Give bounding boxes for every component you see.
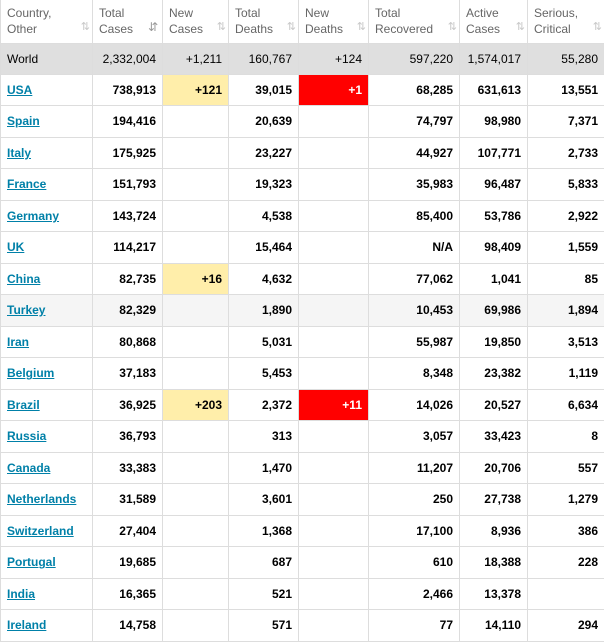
column-header-active-cases[interactable] — [460, 0, 528, 43]
total-recovered-cell: 10,453 — [369, 295, 460, 327]
serious-critical-cell: 8 — [528, 421, 604, 453]
header-line1: Total — [375, 6, 401, 21]
country-cell — [1, 452, 93, 484]
column-header-total-cases[interactable] — [93, 0, 163, 43]
table-row — [1, 421, 604, 453]
column-header-new-cases[interactable] — [163, 0, 229, 43]
table-row — [1, 578, 604, 610]
country-cell — [1, 200, 93, 232]
total-recovered-cell: 610 — [369, 547, 460, 579]
table-row — [1, 452, 604, 484]
new-cases-cell — [163, 484, 229, 516]
table-row — [1, 547, 604, 579]
active-cases-cell: 23,382 — [460, 358, 528, 390]
serious-critical-cell: 557 — [528, 452, 604, 484]
serious-critical-cell: 55,280 — [528, 43, 604, 74]
header-line2: Deaths — [235, 22, 274, 37]
total-deaths-cell: 4,538 — [229, 200, 299, 232]
column-header-serious-critical[interactable] — [528, 0, 604, 43]
active-cases-cell: 1,041 — [460, 263, 528, 295]
country-cell — [1, 74, 93, 106]
country-cell — [1, 515, 93, 547]
country-link[interactable]: Belgium — [7, 366, 55, 381]
total-cases-cell: 151,793 — [93, 169, 163, 201]
table-row — [1, 484, 604, 516]
country-link[interactable]: Germany — [7, 208, 60, 223]
new-cases-cell — [163, 578, 229, 610]
table-row — [1, 326, 604, 358]
serious-critical-cell: 6,634 — [528, 389, 604, 421]
total-cases-cell: 738,913 — [93, 74, 163, 106]
new-deaths-cell — [299, 263, 369, 295]
new-deaths-cell — [299, 232, 369, 264]
total-deaths-cell: 521 — [229, 578, 299, 610]
total-deaths-cell: 5,453 — [229, 358, 299, 390]
header-line1: Total — [99, 6, 125, 21]
total-cases-cell: 2,332,004 — [93, 43, 163, 74]
new-cases-cell: +121 — [163, 74, 229, 106]
new-cases-cell — [163, 515, 229, 547]
total-recovered-cell: 44,927 — [369, 137, 460, 169]
active-cases-cell: 20,527 — [460, 389, 528, 421]
table-row — [1, 515, 604, 547]
total-cases-cell: 114,217 — [93, 232, 163, 264]
table-row — [1, 137, 604, 169]
serious-critical-cell: 386 — [528, 515, 604, 547]
header-line1: New — [305, 6, 330, 21]
country-link[interactable]: Ireland — [7, 618, 47, 633]
total-deaths-cell: 39,015 — [229, 74, 299, 106]
new-cases-cell — [163, 106, 229, 138]
new-cases-cell — [163, 169, 229, 201]
total-deaths-cell: 1,470 — [229, 452, 299, 484]
new-cases-cell — [163, 610, 229, 642]
table-row — [1, 74, 604, 106]
header-row — [1, 0, 604, 43]
country-link[interactable]: UK — [7, 240, 25, 255]
country-link[interactable]: Spain — [7, 114, 40, 129]
table-row — [1, 389, 604, 421]
total-cases-cell: 82,735 — [93, 263, 163, 295]
total-cases-cell: 27,404 — [93, 515, 163, 547]
world-total-row — [1, 43, 604, 74]
active-cases-cell: 8,936 — [460, 515, 528, 547]
header-line2: Recovered — [375, 22, 434, 37]
total-cases-cell: 82,329 — [93, 295, 163, 327]
table-row — [1, 106, 604, 138]
table-row — [1, 358, 604, 390]
new-deaths-cell — [299, 295, 369, 327]
total-cases-cell: 16,365 — [93, 578, 163, 610]
country-cell — [1, 326, 93, 358]
serious-critical-cell: 294 — [528, 610, 604, 642]
total-deaths-cell: 1,368 — [229, 515, 299, 547]
table-row — [1, 610, 604, 642]
total-deaths-cell: 23,227 — [229, 137, 299, 169]
serious-critical-cell — [528, 578, 604, 610]
header-line2: Deaths — [305, 22, 344, 37]
total-recovered-cell: 77 — [369, 610, 460, 642]
total-deaths-cell: 2,372 — [229, 389, 299, 421]
total-recovered-cell: 597,220 — [369, 43, 460, 74]
country-cell — [1, 137, 93, 169]
total-deaths-cell: 687 — [229, 547, 299, 579]
country-link[interactable]: Brazil — [7, 397, 40, 412]
total-deaths-cell: 19,323 — [229, 169, 299, 201]
serious-critical-cell: 5,833 — [528, 169, 604, 201]
new-cases-cell: +16 — [163, 263, 229, 295]
header-line2: Cases — [99, 22, 134, 37]
total-deaths-cell: 571 — [229, 610, 299, 642]
active-cases-cell: 69,986 — [460, 295, 528, 327]
new-cases-cell — [163, 295, 229, 327]
total-recovered-cell: 8,348 — [369, 358, 460, 390]
serious-critical-cell: 228 — [528, 547, 604, 579]
new-deaths-cell — [299, 547, 369, 579]
new-deaths-cell — [299, 169, 369, 201]
total-cases-cell: 19,685 — [93, 547, 163, 579]
header-line1: New — [169, 6, 194, 21]
column-header-country[interactable] — [1, 0, 93, 43]
country-cell — [1, 578, 93, 610]
total-recovered-cell: 14,026 — [369, 389, 460, 421]
total-deaths-cell: 1,890 — [229, 295, 299, 327]
total-deaths-cell: 3,601 — [229, 484, 299, 516]
table-row — [1, 169, 604, 201]
new-cases-cell — [163, 200, 229, 232]
active-cases-cell: 33,423 — [460, 421, 528, 453]
country-link[interactable]: Italy — [7, 145, 32, 160]
sort-icon[interactable]: ⇅ — [80, 20, 88, 33]
new-cases-cell — [163, 232, 229, 264]
new-cases-cell — [163, 326, 229, 358]
total-recovered-cell: N/A — [369, 232, 460, 264]
active-cases-cell: 98,409 — [460, 232, 528, 264]
header-line2: Cases — [169, 22, 204, 37]
country-link[interactable]: Turkey — [7, 303, 46, 318]
serious-critical-cell: 7,371 — [528, 106, 604, 138]
new-cases-cell: +203 — [163, 389, 229, 421]
country-cell — [1, 232, 93, 264]
column-header-new-deaths[interactable] — [299, 0, 369, 43]
table-row — [1, 263, 604, 295]
country-cell — [1, 484, 93, 516]
new-cases-cell — [163, 358, 229, 390]
new-deaths-cell: +11 — [299, 389, 369, 421]
new-deaths-cell: +1 — [299, 74, 369, 106]
total-recovered-cell: 68,285 — [369, 74, 460, 106]
total-cases-cell: 194,416 — [93, 106, 163, 138]
country-link[interactable]: Iran — [7, 334, 30, 349]
new-deaths-cell — [299, 484, 369, 516]
country-cell — [1, 389, 93, 421]
total-cases-cell: 31,589 — [93, 484, 163, 516]
new-deaths-cell — [299, 578, 369, 610]
active-cases-cell: 27,738 — [460, 484, 528, 516]
country-link[interactable]: USA — [7, 82, 33, 97]
country-name: World — [1, 43, 93, 74]
serious-critical-cell: 3,513 — [528, 326, 604, 358]
country-cell — [1, 106, 93, 138]
total-deaths-cell: 4,632 — [229, 263, 299, 295]
total-deaths-cell: 15,464 — [229, 232, 299, 264]
total-cases-cell: 80,868 — [93, 326, 163, 358]
active-cases-cell: 14,110 — [460, 610, 528, 642]
new-deaths-cell — [299, 200, 369, 232]
new-deaths-cell — [299, 358, 369, 390]
total-recovered-cell: 77,062 — [369, 263, 460, 295]
country-cell — [1, 610, 93, 642]
new-cases-cell — [163, 547, 229, 579]
total-cases-cell: 33,383 — [93, 452, 163, 484]
column-header-total-deaths[interactable] — [229, 0, 299, 43]
total-deaths-cell: 20,639 — [229, 106, 299, 138]
new-deaths-cell — [299, 106, 369, 138]
active-cases-cell: 19,850 — [460, 326, 528, 358]
header-line1: Active — [466, 6, 499, 21]
country-link[interactable]: France — [7, 177, 47, 192]
country-link[interactable]: China — [7, 271, 41, 286]
new-deaths-cell — [299, 515, 369, 547]
sort-icon[interactable]: ⇅ — [592, 20, 600, 33]
sort-icon[interactable]: ⇅ — [286, 20, 294, 33]
header-line1: Serious, — [534, 6, 579, 21]
new-cases-cell: +1,211 — [163, 43, 229, 74]
total-deaths-cell: 160,767 — [229, 43, 299, 74]
country-link[interactable]: India — [7, 586, 36, 601]
new-deaths-cell — [299, 326, 369, 358]
header-line2: Other — [7, 22, 38, 37]
active-cases-cell: 107,771 — [460, 137, 528, 169]
total-recovered-cell: 2,466 — [369, 578, 460, 610]
country-link[interactable]: Russia — [7, 429, 47, 444]
serious-critical-cell: 1,119 — [528, 358, 604, 390]
header-line2: Critical — [534, 22, 571, 37]
total-deaths-cell: 5,031 — [229, 326, 299, 358]
active-cases-cell: 98,980 — [460, 106, 528, 138]
country-link[interactable]: Portugal — [7, 555, 56, 570]
serious-critical-cell: 1,559 — [528, 232, 604, 264]
country-cell — [1, 295, 93, 327]
table-row — [1, 295, 604, 327]
total-recovered-cell: 55,987 — [369, 326, 460, 358]
new-deaths-cell — [299, 421, 369, 453]
header-line2: Cases — [466, 22, 501, 37]
country-cell — [1, 169, 93, 201]
total-cases-cell: 175,925 — [93, 137, 163, 169]
header-line1: Country, — [7, 6, 52, 21]
table-row — [1, 232, 604, 264]
total-recovered-cell: 3,057 — [369, 421, 460, 453]
total-recovered-cell: 74,797 — [369, 106, 460, 138]
sort-descending-icon[interactable]: ⇵ — [147, 19, 158, 34]
total-recovered-cell: 11,207 — [369, 452, 460, 484]
total-recovered-cell: 250 — [369, 484, 460, 516]
serious-critical-cell: 1,279 — [528, 484, 604, 516]
active-cases-cell: 96,487 — [460, 169, 528, 201]
serious-critical-cell: 1,894 — [528, 295, 604, 327]
column-header-total-recovered[interactable] — [369, 0, 460, 43]
serious-critical-cell: 13,551 — [528, 74, 604, 106]
total-recovered-cell: 17,100 — [369, 515, 460, 547]
active-cases-cell: 1,574,017 — [460, 43, 528, 74]
new-cases-cell — [163, 137, 229, 169]
sort-icon[interactable]: ⇅ — [216, 20, 224, 33]
total-cases-cell: 14,758 — [93, 610, 163, 642]
total-cases-cell: 36,925 — [93, 389, 163, 421]
active-cases-cell: 18,388 — [460, 547, 528, 579]
new-deaths-cell — [299, 137, 369, 169]
country-cell — [1, 547, 93, 579]
sort-icon[interactable]: ⇅ — [515, 20, 523, 33]
total-cases-cell: 37,183 — [93, 358, 163, 390]
country-cell — [1, 358, 93, 390]
new-cases-cell — [163, 452, 229, 484]
header-line1: Total — [235, 6, 261, 21]
active-cases-cell: 53,786 — [460, 200, 528, 232]
sort-icon[interactable]: ⇅ — [447, 20, 455, 33]
country-link[interactable]: Netherlands — [7, 492, 77, 507]
country-link[interactable]: Switzerland — [7, 523, 74, 538]
country-link[interactable]: Canada — [7, 460, 51, 475]
total-recovered-cell: 85,400 — [369, 200, 460, 232]
country-cell — [1, 421, 93, 453]
active-cases-cell: 13,378 — [460, 578, 528, 610]
new-deaths-cell — [299, 610, 369, 642]
new-deaths-cell — [299, 452, 369, 484]
serious-critical-cell: 85 — [528, 263, 604, 295]
total-deaths-cell: 313 — [229, 421, 299, 453]
active-cases-cell: 20,706 — [460, 452, 528, 484]
new-deaths-cell: +124 — [299, 43, 369, 74]
new-cases-cell — [163, 421, 229, 453]
total-recovered-cell: 35,983 — [369, 169, 460, 201]
country-cell — [1, 263, 93, 295]
serious-critical-cell: 2,733 — [528, 137, 604, 169]
table-body — [1, 43, 604, 641]
serious-critical-cell: 2,922 — [528, 200, 604, 232]
sort-icon[interactable]: ⇅ — [356, 20, 364, 33]
active-cases-cell: 631,613 — [460, 74, 528, 106]
total-cases-cell: 36,793 — [93, 421, 163, 453]
total-cases-cell: 143,724 — [93, 200, 163, 232]
table-row — [1, 200, 604, 232]
